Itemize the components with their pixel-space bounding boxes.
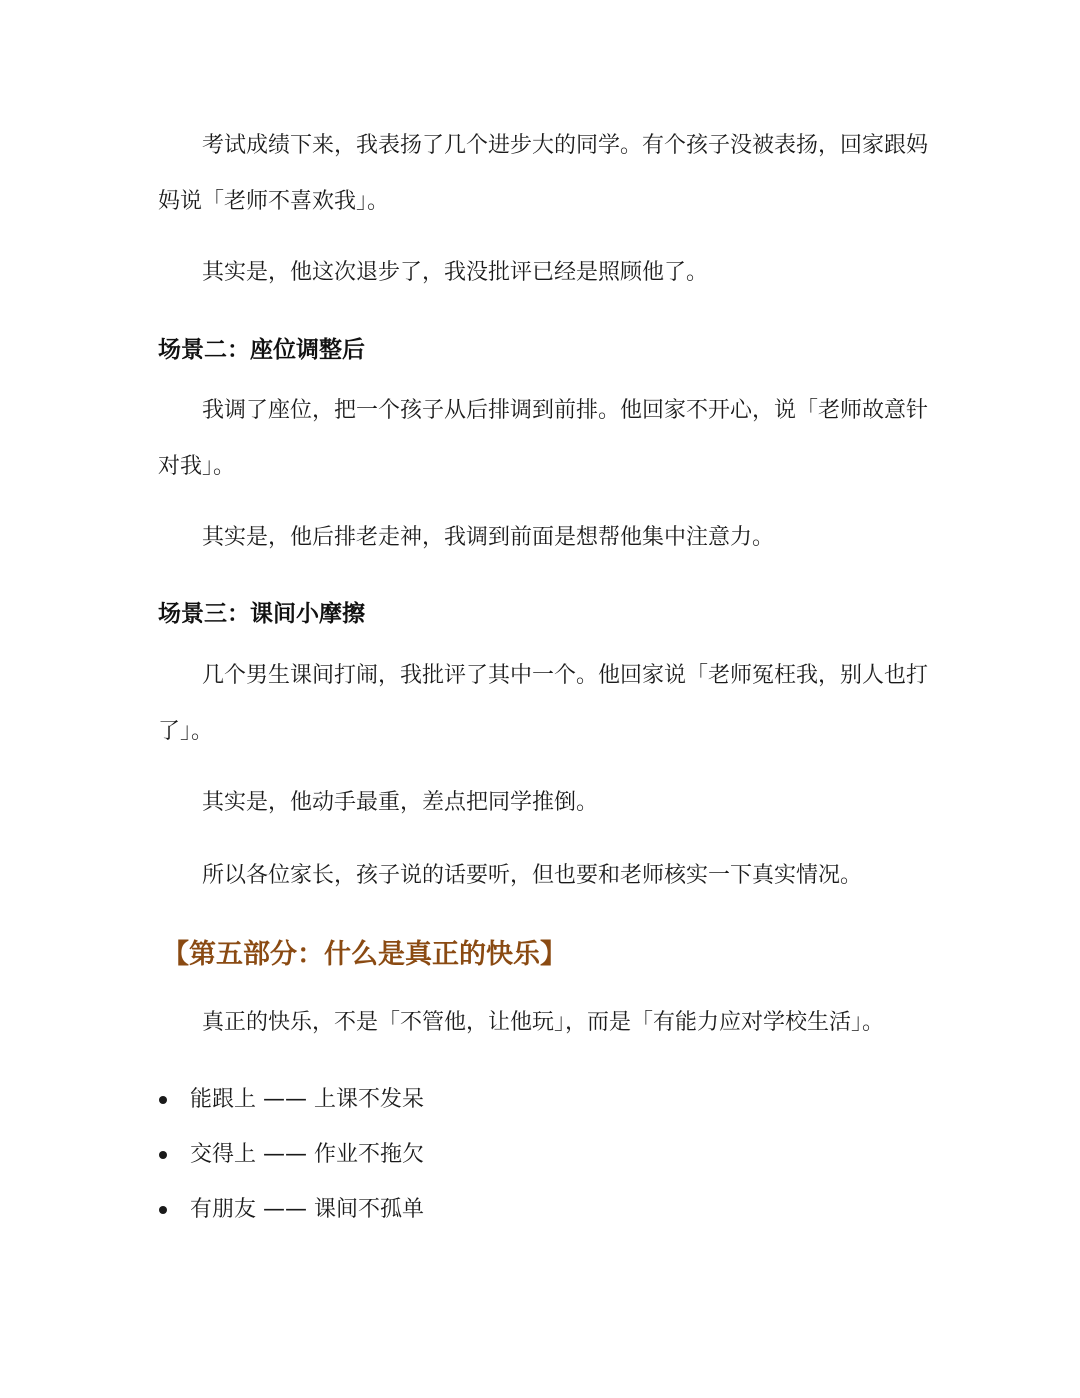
paragraph-parents-advice: 所以各位家长，孩子说的话要听，但也要和老师核实一下真实情况。 [202, 863, 863, 888]
section5-title: 【第五部分：什么是真正的快乐】 [162, 939, 567, 970]
paragraph-seat-change: 我调了座位，把一个孩子从后排调到前排。他回家不开心，说「老师故意针对我」。 [158, 398, 929, 479]
list-item [158, 1182, 424, 1237]
list-item-text: 有朋友 —— 课间不孤单 [190, 1196, 424, 1222]
list-item-text: 能跟上 —— 上课不发呆 [190, 1086, 424, 1112]
list-item [158, 1127, 424, 1182]
paragraph-exam-truth: 其实是，他这次退步了，我没批评已经是照顾他了。 [202, 260, 709, 285]
list-item-text: 交得上 —— 作业不拖欠 [190, 1141, 424, 1167]
paragraph-recess-conflict: 几个男生课间打闹，我批评了其中一个。他回家说「老师冤枉我，别人也打了」。 [158, 663, 929, 744]
paragraph-recess-truth: 其实是，他动手最重，差点把同学推倒。 [202, 790, 599, 815]
paragraph-seat-truth: 其实是，他后排老走神，我调到前面是想帮他集中注意力。 [202, 525, 775, 550]
scene3-heading: 场景三：课间小摩擦 [158, 601, 365, 627]
list-item [158, 1072, 424, 1127]
scene2-heading: 场景二：座位调整后 [158, 337, 365, 363]
happiness-bullet-list [158, 1072, 424, 1237]
section5-intro: 真正的快乐，不是「不管他，让他玩」，而是「有能力应对学校生活」。 [202, 1010, 885, 1035]
bullet-icon [159, 1096, 167, 1104]
bullet-icon [159, 1206, 167, 1214]
paragraph-exam-praise: 考试成绩下来，我表扬了几个进步大的同学。有个孩子没被表扬，回家跟妈妈说「老师不喜欢我」。 [158, 133, 929, 214]
bullet-icon [159, 1151, 167, 1159]
